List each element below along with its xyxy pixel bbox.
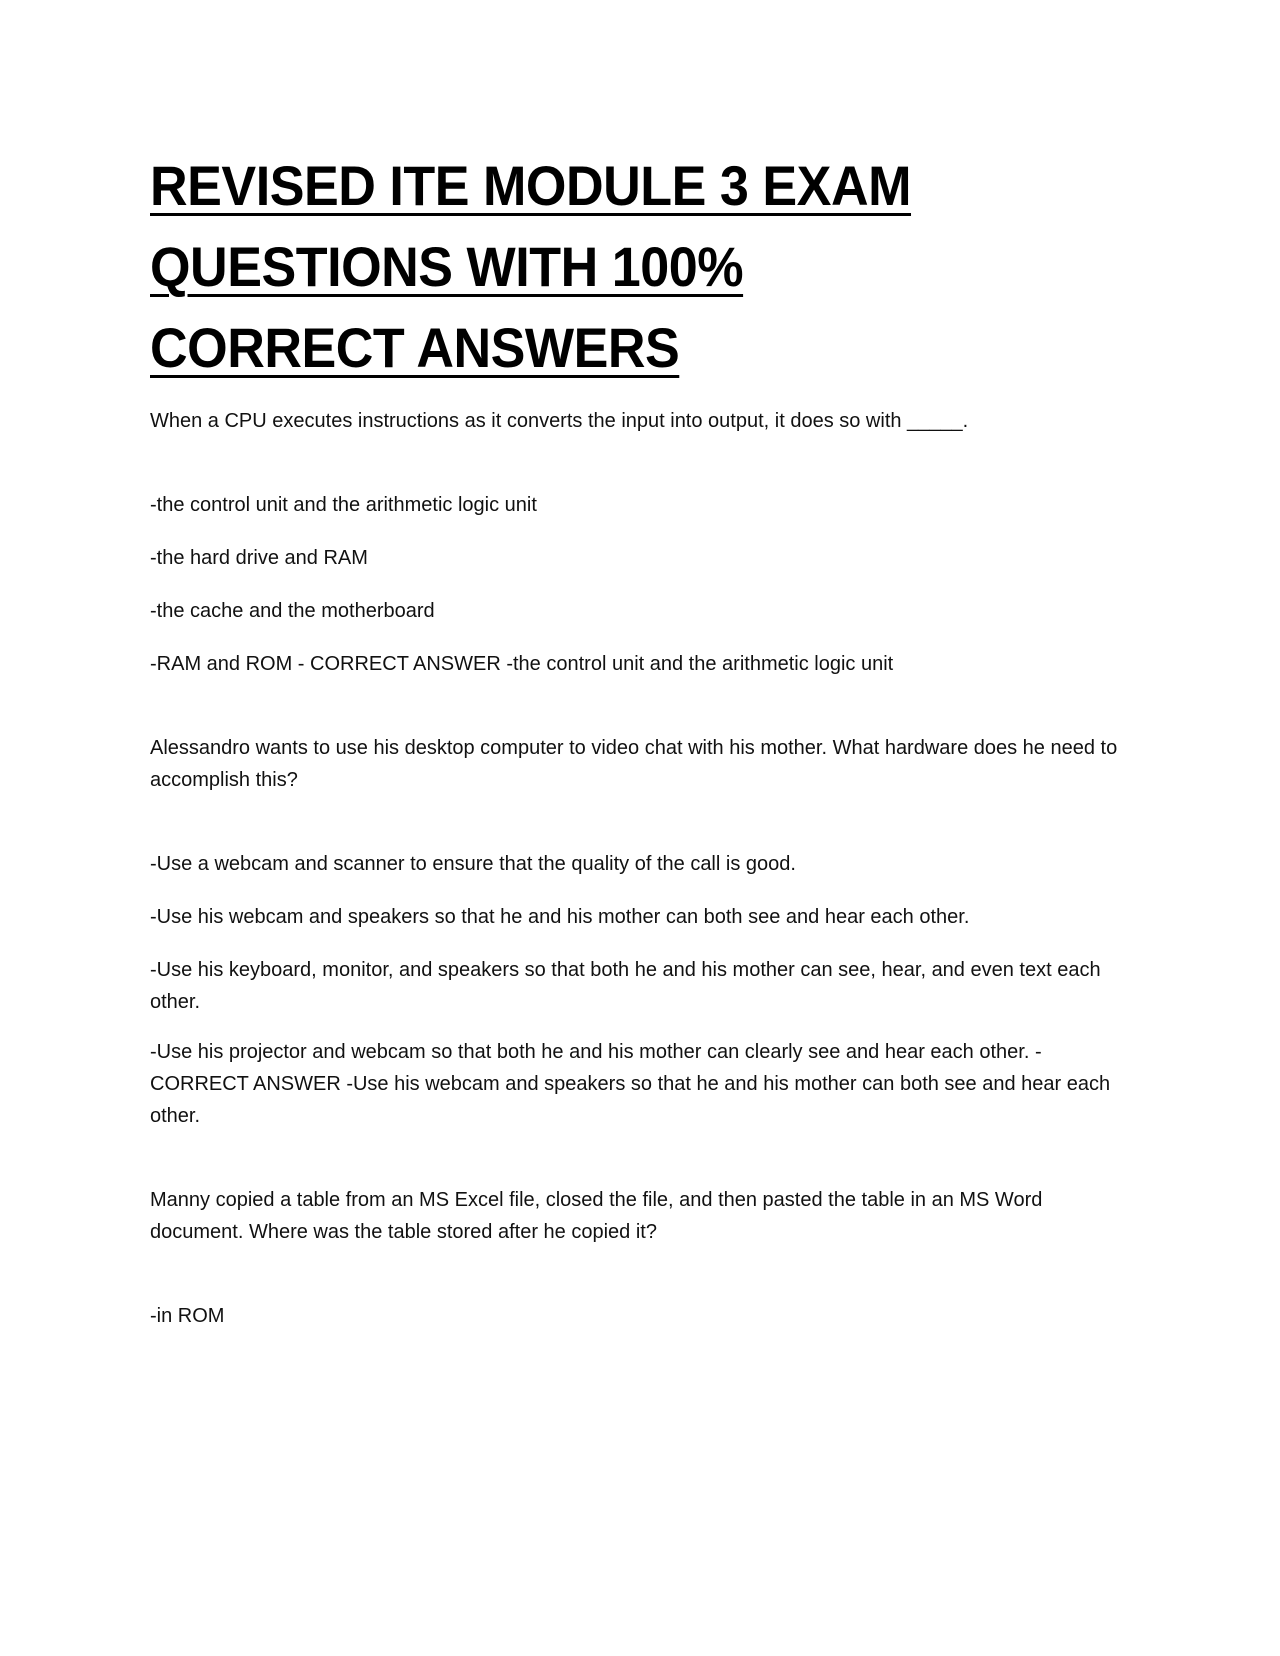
answer-option: -in ROM: [150, 1305, 225, 1327]
answer-option-with-correct-answer: -RAM and ROM - CORRECT ANSWER -the control unit and the arithmetic logic unit: [150, 653, 894, 675]
answer-option: -Use his keyboard, monitor, and speakers so that both he and his mother can see, hear, and even text each other.: [150, 959, 1101, 1013]
answer-options: [150, 489, 1130, 680]
question-2: [150, 732, 1130, 1132]
answer-option: -Use his webcam and speakers so that he and his mother can both see and hear each other.: [150, 906, 970, 928]
answer-options: [150, 1300, 1130, 1332]
answer-option: -the control unit and the arithmetic logic unit: [150, 494, 537, 516]
question-prompt: Alessandro wants to use his desktop computer to video chat with his mother. What hardware does he need to accomplish this?: [150, 737, 1118, 791]
question-3: [150, 1184, 1130, 1332]
question-prompt: Manny copied a table from an MS Excel file, closed the file, and then pasted the table in an MS Word document. Where was the table stored after he copied it?: [150, 1189, 1043, 1243]
document-title: REVISED ITE MODULE 3 EXAM QUESTIONS WITH 100% CORRECT ANSWERS: [150, 154, 912, 379]
question-1: [150, 405, 1130, 680]
answer-option: -the hard drive and RAM: [150, 547, 368, 569]
question-prompt: When a CPU executes instructions as it converts the input into output, it does so with _____.: [150, 410, 969, 432]
answer-options: [150, 848, 1130, 1132]
answer-option: -Use a webcam and scanner to ensure that the quality of the call is good.: [150, 853, 796, 875]
title-container: [150, 145, 1130, 405]
answer-option-with-correct-answer: -Use his projector and webcam so that both he and his mother can clearly see and hear each other. - CORRECT ANSWER -Use his webcam and speakers so that he and his mother can both see and hear each other.: [150, 1041, 1111, 1127]
answer-option: -the cache and the motherboard: [150, 600, 435, 622]
